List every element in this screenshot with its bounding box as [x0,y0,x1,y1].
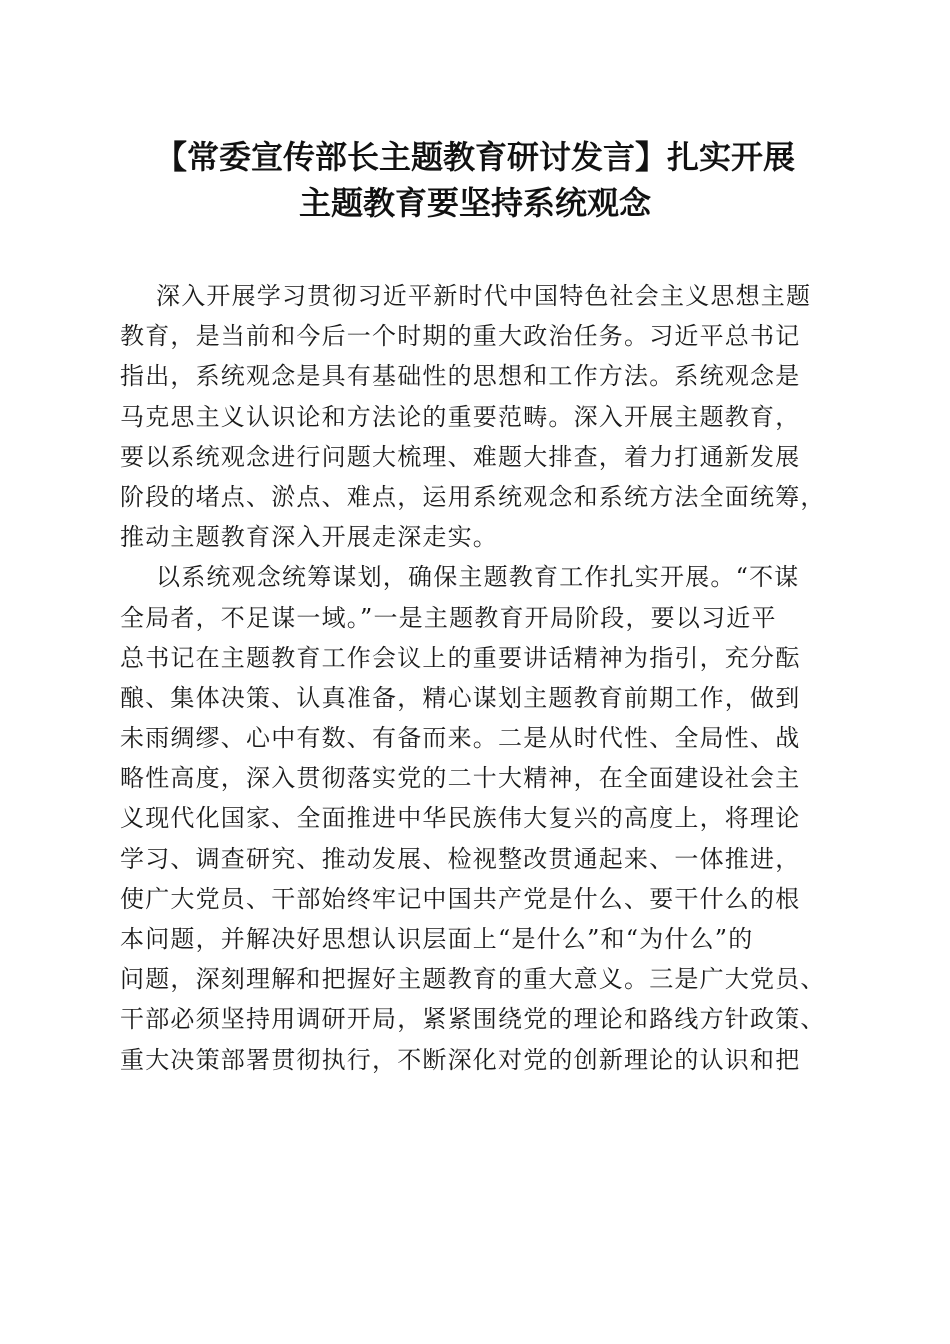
paragraph-line: 马克思主义认识论和方法论的重要范畴。深入开展主题教育， [120,402,801,431]
paragraph-line: 全局者，不足谋一域。”一是主题教育开局阶段，要以习近平 [120,603,777,632]
paragraph-line: 义现代化国家、全面推进中华民族伟大复兴的高度上，将理论 [120,804,801,833]
paragraph-line: 学习、调查研究、推动发展、检视整改贯通起来、一体推进， [120,844,801,873]
paragraph-line: 推动主题教育深入开展走深走实。 [120,523,498,552]
paragraph-1 [120,276,832,557]
paragraph-line: 总书记在主题教育工作会议上的重要讲话精神为指引，充分酝 [120,643,801,672]
paragraph-line: 干部必须坚持用调研开局，紧紧围绕党的理论和路线方针政策、 [120,1005,826,1034]
title-line-1: 【常委宣传部长主题教育研讨发言】扎实开展 [154,138,795,176]
paragraph-line: 教育，是当前和今后一个时期的重大政治任务。习近平总书记 [120,322,801,351]
paragraph-2 [120,557,832,1079]
title-line-2: 主题教育要坚持系统观念 [298,184,651,222]
paragraph-line: 本问题，并解决好思想认识层面上“是什么”和“为什么”的 [120,925,754,953]
document-title [80,134,870,226]
document-body [120,276,832,1080]
paragraph-line: 重大决策部署贯彻执行，不断深化对党的创新理论的认识和把 [120,1045,801,1074]
paragraph-line: 使广大党员、干部始终牢记中国共产党是什么、要干什么的根 [120,884,801,913]
paragraph-line: 指出，系统观念是具有基础性的思想和工作方法。系统观念是 [120,362,801,391]
paragraph-line: 问题，深刻理解和把握好主题教育的重大意义。三是广大党员、 [120,965,826,994]
paragraph-line: 以系统观念统筹谋划，确保主题教育工作扎实开展。“不谋 [156,563,800,592]
paragraph-line: 未雨绸缪、心中有数、有备而来。二是从时代性、全局性、战 [120,724,801,753]
paragraph-line: 阶段的堵点、淤点、难点，运用系统观念和系统方法全面统筹， [120,482,826,511]
paragraph-line: 深入开展学习贯彻习近平新时代中国特色社会主义思想主题 [156,282,812,310]
paragraph-line: 略性高度，深入贯彻落实党的二十大精神，在全面建设社会主 [120,764,801,793]
paragraph-line: 酿、集体决策、认真准备，精心谋划主题教育前期工作，做到 [120,683,801,712]
paragraph-line: 要以系统观念进行问题大梳理、难题大排查，着力打通新发展 [120,442,801,471]
